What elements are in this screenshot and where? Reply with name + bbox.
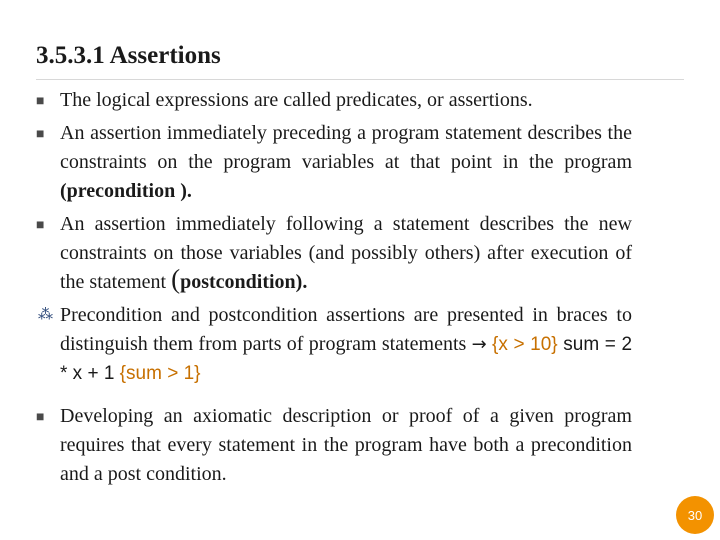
square-bullet-icon: ■ <box>36 94 45 109</box>
title-divider <box>36 79 684 80</box>
bullet-text: The logical expressions are called predicates, or assertions. <box>60 89 533 111</box>
bullet-text: Developing an axiomatic description or proof of a given program requires that every statement in the program have both a precondition and a post condition. <box>60 405 632 485</box>
bullet-item <box>36 86 632 115</box>
bullet-list <box>36 86 632 493</box>
square-bullet-icon: ■ <box>36 127 45 142</box>
bullet-item <box>36 210 632 297</box>
curly-bullet-icon: ⁂ <box>38 307 53 323</box>
postcondition-term: postcondition). <box>180 271 308 293</box>
bullet-text: An assertion immediately preceding a program statement describes the constraints on the program variables at that point in the program <box>60 122 632 173</box>
bullet-text: Precondition and postcondition assertions are presented in braces to distinguish them from parts of program statements <box>60 304 632 355</box>
bullet-item <box>36 119 632 206</box>
precondition-term: (precondition ). <box>60 180 192 202</box>
code-precondition: {x > 10} <box>492 334 558 355</box>
code-statement: sum = 2 * x + 1 <box>60 334 633 384</box>
page-number-badge: 30 <box>676 496 714 534</box>
code-postcondition: {sum > 1} <box>119 363 201 384</box>
square-bullet-icon: ■ <box>36 218 45 233</box>
open-paren: ( <box>171 264 181 294</box>
slide-title: 3.5.3.1 Assertions <box>36 42 221 69</box>
bullet-text: An assertion immediately following a statement describes the new constraints on those variables (and possibly others) after execution of the statement <box>60 213 632 293</box>
bullet-item <box>36 402 632 489</box>
right-arrow-icon: → <box>471 334 487 355</box>
square-bullet-icon: ■ <box>36 410 45 425</box>
bullet-item <box>36 301 632 388</box>
